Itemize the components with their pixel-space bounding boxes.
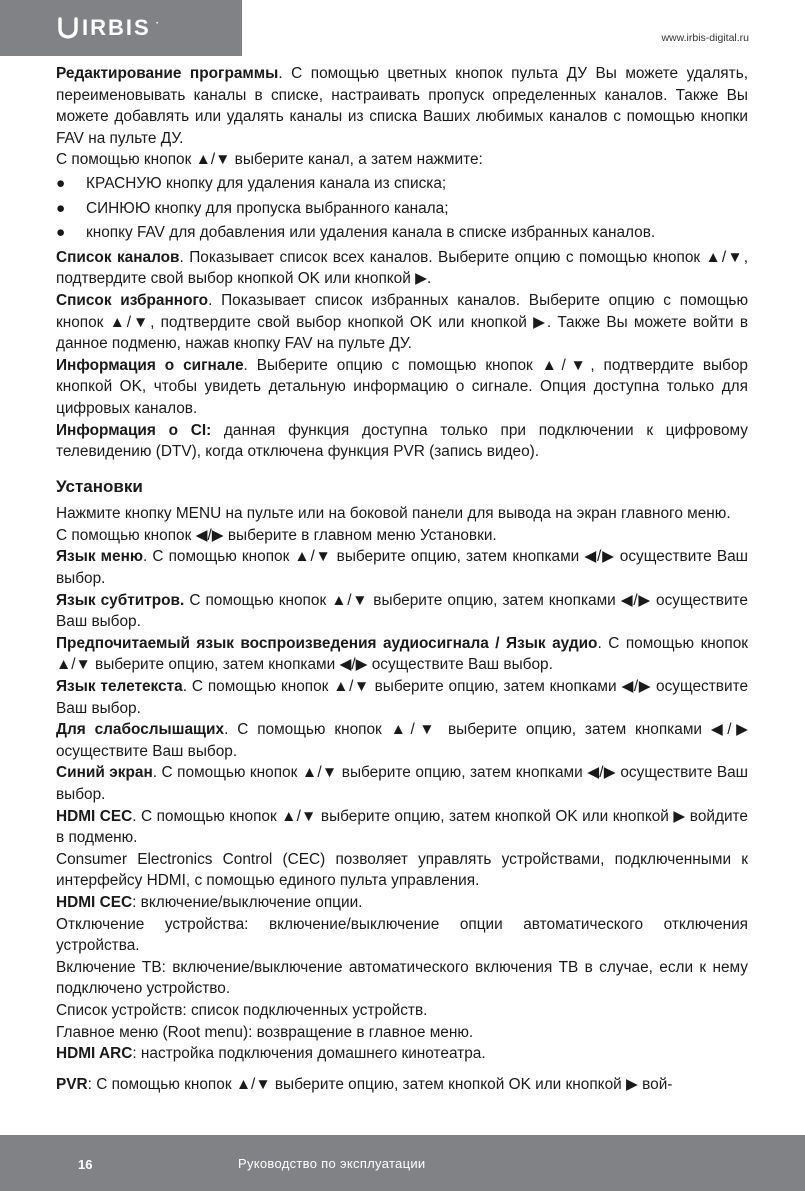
paragraph: [56, 525, 748, 547]
paragraph-text: . С помощью кнопок ▲/▼ выберите опцию, затем кнопкой OK или кнопкой ▶ войдите в подменю.: [56, 807, 748, 847]
paragraph-text: С помощью кнопок ◀/▶ выберите в главном меню Установки.: [56, 526, 497, 544]
paragraph-text: . С помощью кнопок ▲/▼ выберите опцию, затем кнопками ◀/▶ осуществите Ваш выбор.: [56, 764, 748, 803]
footer-title: Руководство по эксплуатации: [238, 1156, 426, 1171]
paragraph-text: . С помощью кнопок ▲/▼ выберите опцию, затем кнопками ◀/▶ осуществите Ваш выбор.: [56, 721, 748, 760]
paragraph-term: HDMI CEC: [56, 807, 133, 825]
bullet-item: [56, 198, 748, 220]
paragraph-term: Редактирование программы: [56, 65, 279, 82]
bullet-dot-icon: ●: [56, 174, 66, 192]
paragraph: [56, 762, 748, 805]
bullet-text: кнопку FAV для добавления или удаления канала в списке избранных каналов.: [86, 224, 656, 242]
paragraph: [56, 1022, 748, 1044]
paragraph: [56, 1000, 748, 1022]
paragraph-text: . С помощью кнопок ▲/▼ выберите опцию, затем кнопками ◀/▶ осуществите Ваш выбор.: [56, 634, 748, 674]
paragraph: [56, 633, 748, 676]
paragraph-text: С помощью кнопок ▲/▼ выберите канал, а затем нажмите:: [56, 151, 483, 169]
paragraph: [56, 914, 748, 957]
bullet-text: КРАСНУЮ кнопку для удаления канала из списка;: [86, 174, 447, 192]
paragraph: [56, 546, 748, 589]
paragraph: [56, 290, 748, 355]
paragraph-term: HDMI ARC: [56, 1045, 133, 1063]
paragraph-text: Список устройств: список подключенных устройств.: [56, 1001, 428, 1019]
paragraph-term: Предпочитаемый язык воспроизведения аудиосигнала / Язык аудио: [56, 634, 598, 652]
paragraph-text: . С помощью кнопок ▲/▼ выберите опцию, затем кнопками ◀/▶ осуществите Ваш выбор.: [56, 678, 749, 717]
brand-logo: [58, 15, 161, 41]
paragraph: [56, 719, 748, 762]
paragraph-text: данная функция доступна только при подключении к цифровому телевидению (DTV), когда отключена функция PVR (запись видео).: [56, 421, 748, 461]
paragraph-text: Главное меню (Root menu): возвращение в главное меню.: [56, 1023, 474, 1041]
section-title: Установки: [56, 476, 143, 496]
paragraph-term: Язык меню: [56, 548, 144, 566]
paragraph: [56, 590, 748, 633]
paragraph-text: . Выберите опцию с помощью кнопок ▲/▼, подтвердите выбор кнопкой OK, чтобы увидеть детальную информацию о сигнале. Опция доступна только для цифровых каналов.: [56, 356, 748, 417]
paragraph-text: С помощью кнопок ▲/▼ выберите опцию, затем кнопками ◀/▶ осуществите Ваш выбор.: [56, 591, 748, 631]
paragraph: [56, 849, 748, 892]
header-band: [0, 0, 242, 56]
bullet-text: СИНЮЮ кнопку для пропуска выбранного канала;: [86, 199, 449, 217]
site-url[interactable]: www.irbis-digital.ru: [661, 32, 749, 44]
paragraph-term: HDMI CEC: [56, 893, 133, 911]
paragraph: [56, 247, 748, 290]
registered-mark: ·: [155, 17, 162, 29]
paragraph-text: . Показывает список всех каналов. Выберите опцию с помощью кнопок ▲/▼, подтвердите свой выбор кнопкой OK или кнопкой ▶.: [56, 248, 749, 288]
paragraph: [56, 957, 748, 1000]
paragraph-term: Язык субтитров.: [56, 591, 185, 609]
paragraph: [56, 1074, 748, 1096]
paragraph-text: . С помощью кнопок ▲/▼ выберите опцию, затем кнопками ◀/▶ осуществите Ваш выбор.: [56, 548, 748, 588]
paragraph: [56, 676, 748, 719]
bullet-dot-icon: ●: [56, 199, 66, 217]
paragraph-text: : С помощью кнопок ▲/▼ выберите опцию, затем кнопкой OK или кнопкой ▶ вой-: [87, 1075, 673, 1093]
paragraph-term: Синий экран: [56, 764, 153, 782]
paragraph-text: . С помощью цветных кнопок пульта ДУ Вы можете удалять, переименовывать каналы в списке, настраивать пропуск определенных каналов. Также Вы можете добавлять или удалять каналы из списка Ваших любимых каналов с помощью кнопки FAV на пульте ДУ.: [56, 65, 748, 147]
paragraph: [56, 63, 748, 149]
bullet-dot-icon: ●: [56, 224, 66, 242]
paragraph: [56, 1043, 748, 1065]
paragraph-term: Список каналов: [56, 248, 180, 266]
footer-band: [0, 1135, 805, 1191]
page-number: 16: [78, 1157, 93, 1172]
paragraph: [56, 420, 748, 463]
paragraph-text: Включение ТВ: включение/выключение автоматического включения ТВ в случае, если к нему подключено устройство.: [56, 958, 748, 998]
brand-name: IRBIS: [82, 15, 151, 40]
manual-content: [56, 63, 748, 1095]
paragraph-text: . Показывает список избранных каналов. Выберите опцию с помощью кнопок ▲/▼, подтвердите свой выбор кнопкой OK или кнопкой ▶. Также Вы можете войти в данное подменю, нажав кнопку FAV на пульте ДУ.: [56, 291, 748, 353]
paragraph-term: Информация о CI:: [56, 421, 212, 439]
paragraph-term: Список избранного: [56, 291, 209, 309]
paragraph: [56, 892, 748, 914]
paragraph-term: Информация о сигнале: [56, 356, 244, 374]
bullet-item: [56, 222, 748, 244]
paragraph-text: Consumer Electronics Control (CEC) позволяет управлять устройствами, подключенными к интерфейсу HDMI, с помощью единого пульта управления.: [56, 850, 748, 890]
paragraph: [56, 149, 748, 171]
paragraph-term: PVR: [56, 1075, 88, 1093]
paragraph-text: Нажмите кнопку MENU на пульте или на боковой панели для вывода на экран главного меню.: [56, 505, 731, 523]
spacer: [56, 1065, 748, 1074]
paragraph-term: Язык телетекста: [56, 678, 183, 696]
paragraph: [56, 503, 748, 525]
paragraph-term: Для слабослышащих: [56, 721, 225, 739]
paragraph: [56, 355, 748, 420]
shield-icon: [58, 17, 78, 39]
paragraph-text: : настройка подключения домашнего кинотеатра.: [132, 1045, 486, 1063]
paragraph-text: Отключение устройства: включение/выключение опции автоматического отключения устройства.: [56, 915, 748, 955]
paragraph-text: : включение/выключение опции.: [132, 893, 363, 911]
paragraph: [56, 806, 748, 849]
bullet-item: [56, 173, 748, 195]
